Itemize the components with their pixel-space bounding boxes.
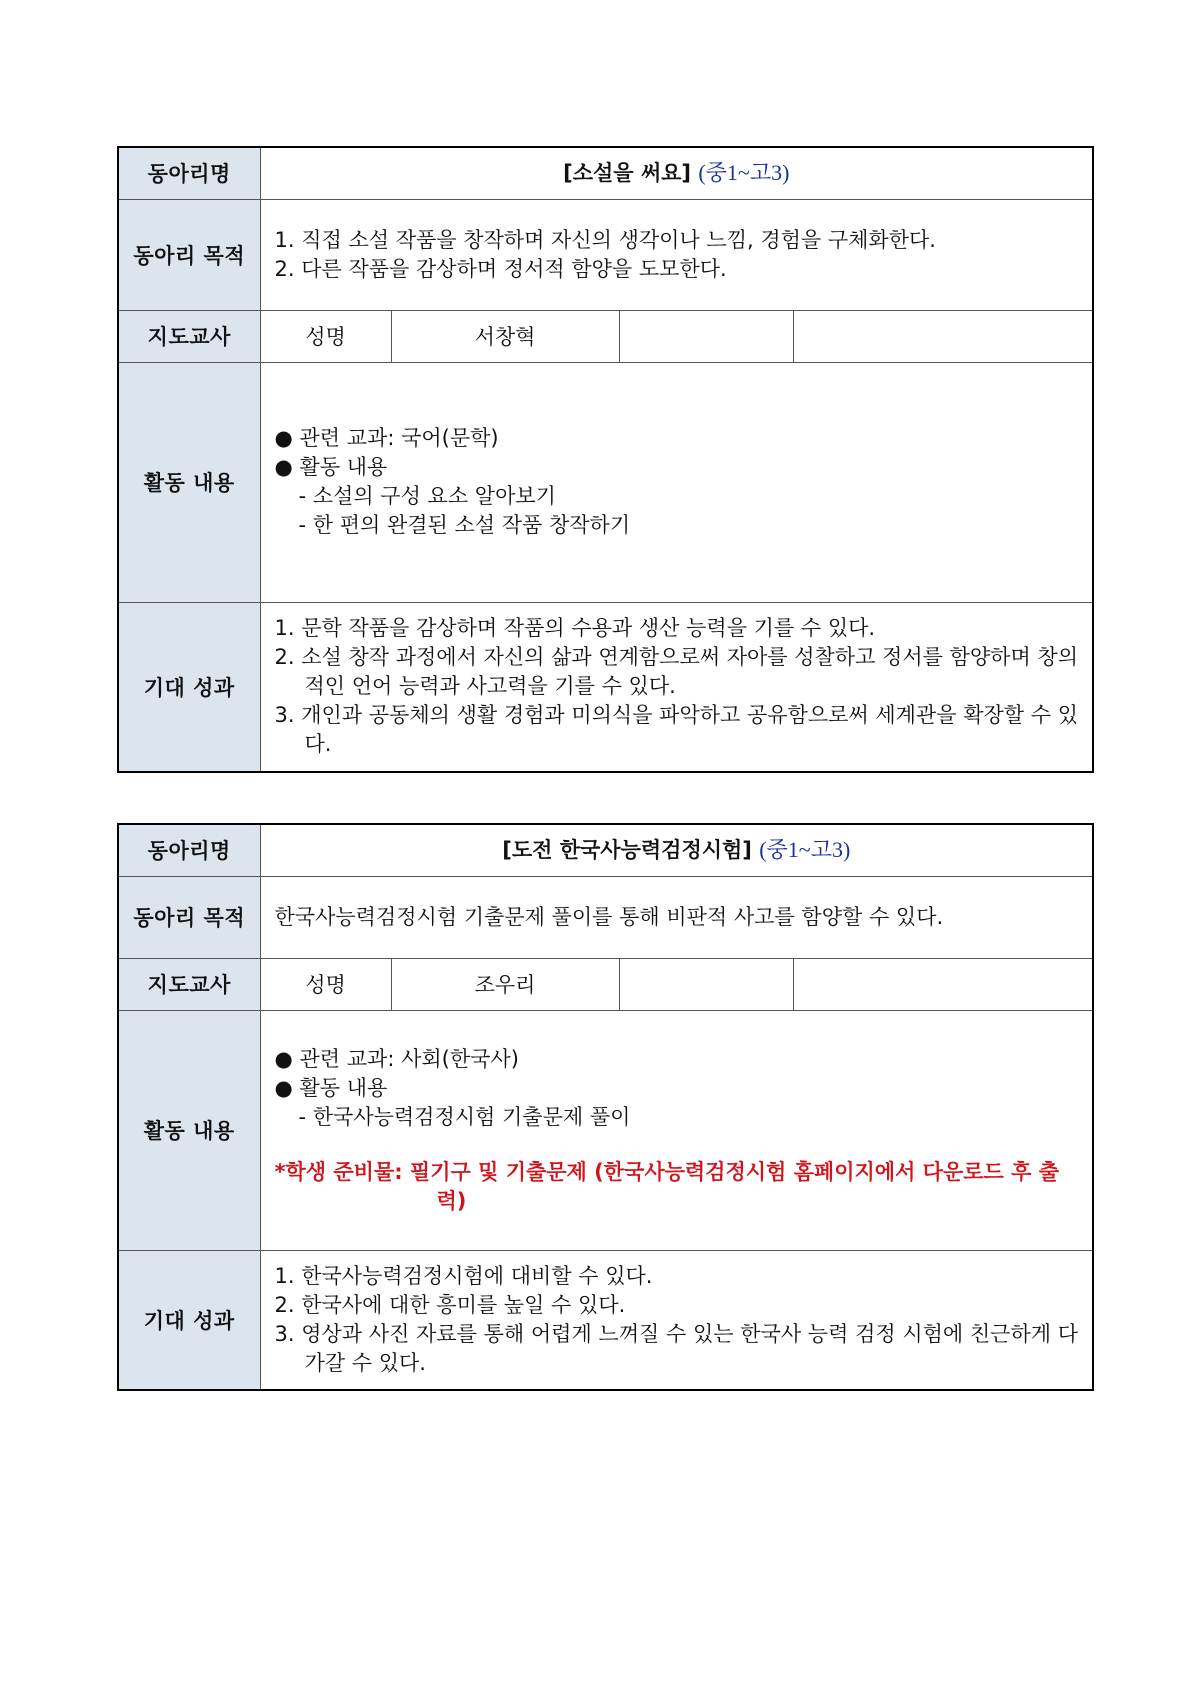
outcome-item: 2. 소설 창작 과정에서 자신의 삶과 연계함으로써 자아를 성찰하고 정서를 함양하며 창의적인 언어 능력과 사고력을 기를 수 있다. (274, 645, 1078, 699)
preparation-note: *학생 준비물: 필기구 및 기출문제 (한국사능력검정시험 홈페이지에서 다운로드 후 출력) (274, 1159, 1059, 1213)
goal-item: 1. 직접 소설 작품을 창작하며 자신의 생각이나 느낌, 경험을 구체화한다. (274, 227, 936, 252)
label-club-goal: 동아리 목적 (118, 876, 260, 958)
goal-item: 2. 다른 작품을 감상하며 정서적 함양을 도모한다. (274, 256, 727, 281)
club-title-cell (260, 147, 1093, 199)
label-outcome: 기대 성과 (118, 1250, 260, 1390)
activity-heading: ● 활동 내용 (274, 455, 388, 479)
label-club-name: 동아리명 (118, 147, 260, 199)
club-goal-cell (260, 876, 1093, 958)
activity-subject: ● 관련 교과: 사회(한국사) (274, 1046, 519, 1071)
activity-cell (260, 1010, 1093, 1250)
outcome-item: 1. 한국사능력검정시험에 대비할 수 있다. (274, 1263, 653, 1288)
outcome-item: 2. 한국사에 대한 흥미를 높일 수 있다. (274, 1292, 626, 1317)
activity-cell (260, 362, 1093, 602)
label-club-goal: 동아리 목적 (118, 199, 260, 310)
club-title: [도전 한국사능력검정시험] (502, 838, 752, 863)
club-grade: (중1~고3) (698, 160, 790, 186)
outcome-item: 1. 문학 작품을 감상하며 작품의 수용과 생산 능력을 기를 수 있다. (274, 616, 876, 641)
activity-item: - 한국사능력검정시험 기출문제 풀이 (298, 1104, 631, 1129)
outcome-item: 3. 영상과 사진 자료를 통해 어렵게 느껴질 수 있는 한국사 능력 검정 시험에 친근하게 다가갈 수 있다. (274, 1321, 1079, 1375)
club-grade: (중1~고3) (759, 837, 851, 863)
teacher-name: 조우리 (391, 958, 619, 1010)
label-outcome: 기대 성과 (118, 602, 260, 772)
empty-cell (619, 310, 793, 362)
outcome-cell (260, 602, 1093, 772)
label-teacher: 지도교사 (118, 958, 260, 1010)
club-table-2 (117, 823, 1094, 1391)
label-activity: 활동 내용 (118, 362, 260, 602)
teacher-name-label: 성명 (260, 310, 391, 362)
club-title: [소설을 써요] (563, 161, 692, 186)
activity-item: - 한 편의 완결된 소설 작품 창작하기 (298, 513, 631, 537)
outcome-cell (260, 1250, 1093, 1390)
club-goal-cell (260, 199, 1093, 310)
club-table-1 (117, 146, 1094, 773)
teacher-name: 서창혁 (391, 310, 619, 362)
label-teacher: 지도교사 (118, 310, 260, 362)
activity-item: - 소설의 구성 요소 알아보기 (298, 484, 556, 508)
empty-cell (793, 310, 1093, 362)
label-activity: 활동 내용 (118, 1010, 260, 1250)
label-club-name: 동아리명 (118, 824, 260, 876)
goal-text: 한국사능력검정시험 기출문제 풀이를 통해 비판적 사고를 함양할 수 있다. (274, 904, 944, 929)
empty-cell (619, 958, 793, 1010)
club-title-cell (260, 824, 1093, 876)
activity-subject: ● 관련 교과: 국어(문학) (274, 426, 499, 450)
empty-cell (793, 958, 1093, 1010)
teacher-name-label: 성명 (260, 958, 391, 1010)
outcome-item: 3. 개인과 공동체의 생활 경험과 미의식을 파악하고 공유함으로써 세계관을 확장할 수 있다. (274, 703, 1078, 757)
activity-heading: ● 활동 내용 (274, 1075, 388, 1100)
